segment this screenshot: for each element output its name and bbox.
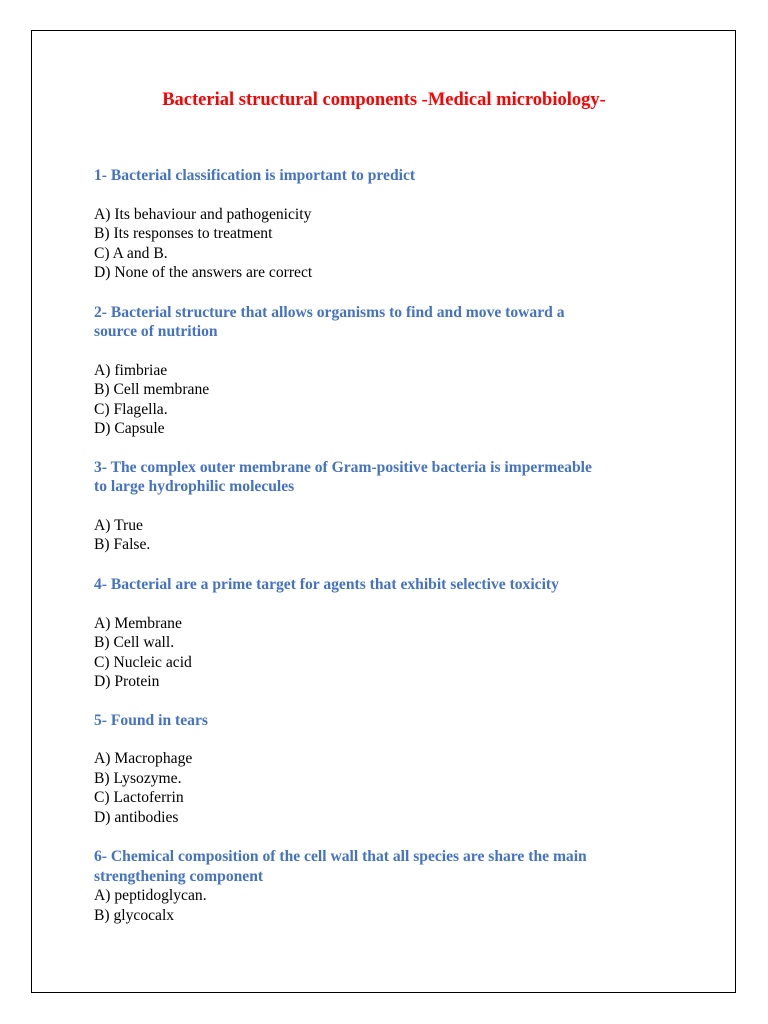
question-5-options bbox=[94, 749, 694, 827]
option-3b: B) False. bbox=[94, 536, 151, 554]
question-2-text-line-2: source of nutrition bbox=[94, 323, 218, 341]
question-6-text-line-1: 6- Chemical composition of the cell wall that all species are share the main bbox=[94, 848, 587, 866]
option-2c: C) Flagella. bbox=[94, 400, 168, 418]
question-1-text: 1- Bacterial classification is important to predict bbox=[94, 167, 416, 184]
question-1 bbox=[94, 166, 694, 283]
question-5-text: 5- Found in tears bbox=[94, 711, 208, 729]
question-3-options bbox=[94, 516, 694, 555]
option-6a: A) peptidoglycan. bbox=[94, 887, 207, 905]
option-4a: A) Membrane bbox=[94, 614, 182, 632]
question-list bbox=[94, 166, 694, 925]
option-1a: A) Its behaviour and pathogenicity bbox=[94, 205, 312, 223]
option-4c: C) Nucleic acid bbox=[94, 653, 192, 671]
question-6-options bbox=[94, 886, 694, 925]
option-4b: B) Cell wall. bbox=[94, 634, 175, 652]
question-6 bbox=[94, 847, 694, 925]
option-5a: A) Macrophage bbox=[94, 750, 193, 768]
question-3-text-line-1: 3- The complex outer membrane of Gram-positive bacteria is impermeable bbox=[94, 458, 592, 476]
option-1d: D) None of the answers are correct bbox=[94, 264, 313, 282]
option-1b: B) Its responses to treatment bbox=[94, 225, 273, 243]
option-2b: B) Cell membrane bbox=[94, 381, 210, 399]
question-4 bbox=[94, 575, 694, 692]
question-1-options bbox=[94, 205, 694, 283]
option-2a: A) fimbriae bbox=[94, 361, 168, 379]
option-6b: B) glycocalx bbox=[94, 906, 175, 924]
question-2 bbox=[94, 303, 694, 439]
option-5d: D) antibodies bbox=[94, 808, 179, 826]
option-3a: A) True bbox=[94, 516, 143, 534]
question-3-text-line-2: to large hydrophilic molecules bbox=[94, 478, 295, 496]
option-5b: B) Lysozyme. bbox=[94, 769, 182, 787]
question-2-options bbox=[94, 361, 694, 439]
question-6-text-line-2: strengthening component bbox=[94, 867, 264, 885]
option-5c: C) Lactoferrin bbox=[94, 789, 184, 807]
option-4d: D) Protein bbox=[94, 673, 160, 691]
question-4-options bbox=[94, 614, 694, 692]
option-2d: D) Capsule bbox=[94, 420, 165, 438]
question-2-text-line-1: 2- Bacterial structure that allows organisms to find and move toward a bbox=[94, 303, 565, 321]
option-1c: C) A and B. bbox=[94, 244, 168, 262]
question-5 bbox=[94, 711, 694, 828]
question-3 bbox=[94, 458, 694, 555]
document-title: Bacterial structural components -Medical microbiology- bbox=[162, 90, 606, 110]
question-4-text: 4- Bacterial are a prime target for agents that exhibit selective toxicity bbox=[94, 575, 559, 593]
